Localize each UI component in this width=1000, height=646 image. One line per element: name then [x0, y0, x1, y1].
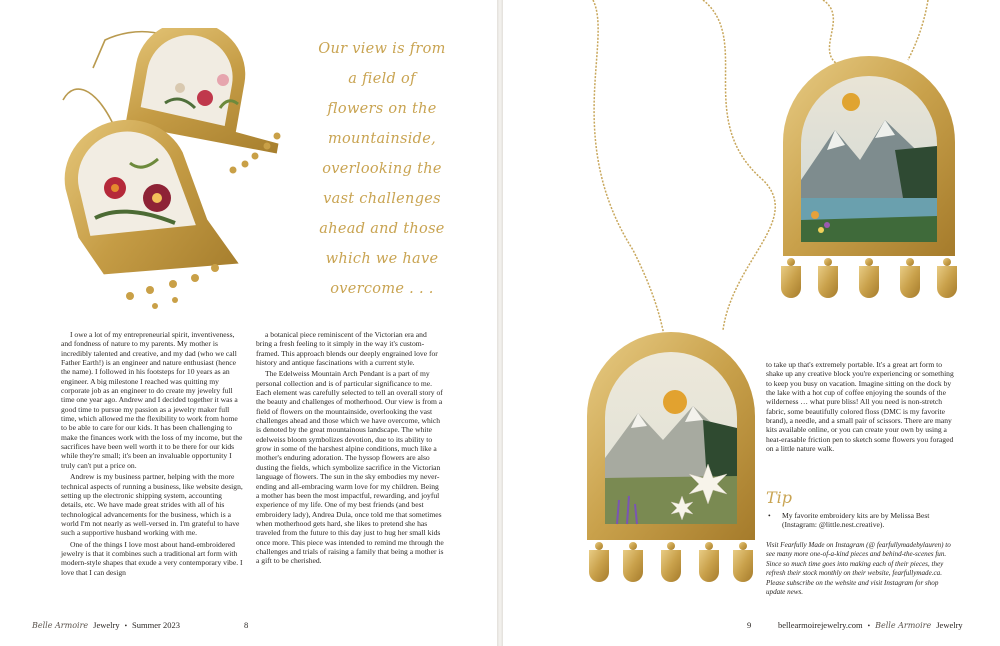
publication-name: Jewelry [93, 620, 120, 630]
tip-list [766, 511, 956, 530]
earrings-photo [55, 28, 300, 320]
paragraph: The Edelweiss Mountain Arch Pendant is a part of my personal collection and is of particular significance to me. Each element was carefully selected to tell an overall story of the beauty and challenges of motherhood. Our view is from a field of flowers on the mountainside, overlooking the vast challenges ahead and those which we have overcome, which is denoted by the great mountainous landscape. The white edelweiss bloom symbolizes devotion, due to its ability to grow in some of the harshest alpine conditions, much like a mother's enduring adoration. The hyssop flowers are also dusting the fields, which symbolize sacrifice in the Victorian language of flowers. The sun in the sky embodies my never-ending and all-embracing warm love for my children. Being a mother has been the most impactful, rewarding, and joyful experience of my life. One of my best friends (and best embroidery lady), Andrea Dula, once told me that sometimes when motherhood gets hard, she likes to pretend she has traveled from the future to this day just to hug her small kids once more. This piece was intended to remind me through the challenges and trials of raising a family that being a mother is a gift to be cherished. [256, 369, 444, 566]
page-number-right: 9 [747, 620, 752, 630]
paragraph: to take up that's extremely portable. It's a great art form to shake up any creative block you're experiencing or something to keep you busy on vacation. Imagine sitting on the dock by the lake with a hot cup of coffee enjoying the sounds of the wilderness … what pure bliss! All you need is non-stretch fabric, some beautifully colored floss (DMC is my favorite brand), a needle, and a small pair of scissors. There are many kits available online, or you can create your own by using a heat-erasable friction pen to sketch some flowers you foraged on a little nature walk. [766, 360, 954, 454]
paragraph: One of the things I love most about hand-embroidered jewelry is that it combines such a traditional art form with modern-style shapes that exude a very contemporary vibe. I love that I can design [61, 539, 243, 577]
separator: • [867, 622, 871, 630]
paragraph: Andrew is my business partner, helping with the more technical aspects of running a business, like website design, setting up the electronic shipping system, accounting details, etc. We have made great strides with all of his technological advancements for the business, which is a world I'm not nearly as well-versed in. I'm grateful to have such a supportive husband working with me. [61, 472, 243, 538]
separator: • [124, 622, 128, 630]
article-column-3 [766, 360, 956, 453]
article-column-1 [61, 330, 245, 577]
left-footer [32, 620, 180, 630]
tip-item [766, 511, 956, 530]
website-link[interactable]: bellearmoirejewelry.com [778, 620, 863, 630]
bullet: • [768, 511, 771, 520]
publication-name: Jewelry [936, 620, 963, 630]
right-footer [778, 620, 963, 630]
magazine-logo: Belle Armoire [32, 621, 89, 630]
pull-quote: Our view is from a field of flowers on the mountainside, overlooking the vast challenges ahead and those which we have overcome . . . [318, 41, 446, 297]
article-column-2 [256, 330, 444, 566]
paragraph: a botanical piece reminiscent of the Victorian era and bring a fresh feeling to it simply in the way it's custom-framed. This approach blends our deeply engrained love for history and antique fascinations with a current style. [256, 330, 438, 368]
edelweiss-pendant-photo [583, 328, 761, 598]
page-number-left: 8 [244, 620, 249, 630]
magazine-logo: Belle Armoire [875, 621, 932, 630]
instagram-note: Visit Fearfully Made on Instagram (@ fearfullymadebylauren) to see many more one-of-a-kind pieces and behind-the-scenes fun. Since so much time goes into making each of their pieces, they refresh their stock monthly on their website, fearfullymade.ca. Please subscribe on the website and visit Instagram for shop update news. [766, 541, 951, 597]
paragraph: I owe a lot of my entrepreneurial spirit, inventiveness, and fondness of nature to my parents. My mother is incredibly talented and creative, and my dad (who we call Father Earth!) is an engineer and nature enthusiast (hence the name). I followed in his footsteps for 10 years as an engineer. A big milestone I reached was quitting my corporate job as an engineer to do create my jewelry full time one year ago. Andrew and I decided together it was a good time to pursue my passion as a jewelry maker full time, which allowed me the flexibility to work from home to be able to care for our kids. It has been challenging to make the finances work with the loss of my income, but the sacrifices have been well worth it to be there for our kids while they're small; it's been an invaluable opportunity I truly can't put a price on. [61, 330, 243, 470]
lake-pendant-photo [775, 50, 965, 312]
issue-label: Summer 2023 [132, 620, 180, 630]
left-page [0, 0, 497, 646]
tip-heading: Tip [766, 488, 793, 507]
tip-text: My favorite embroidery kits are by Melissa Best (Instagram: @little.nest.creative). [782, 511, 930, 530]
